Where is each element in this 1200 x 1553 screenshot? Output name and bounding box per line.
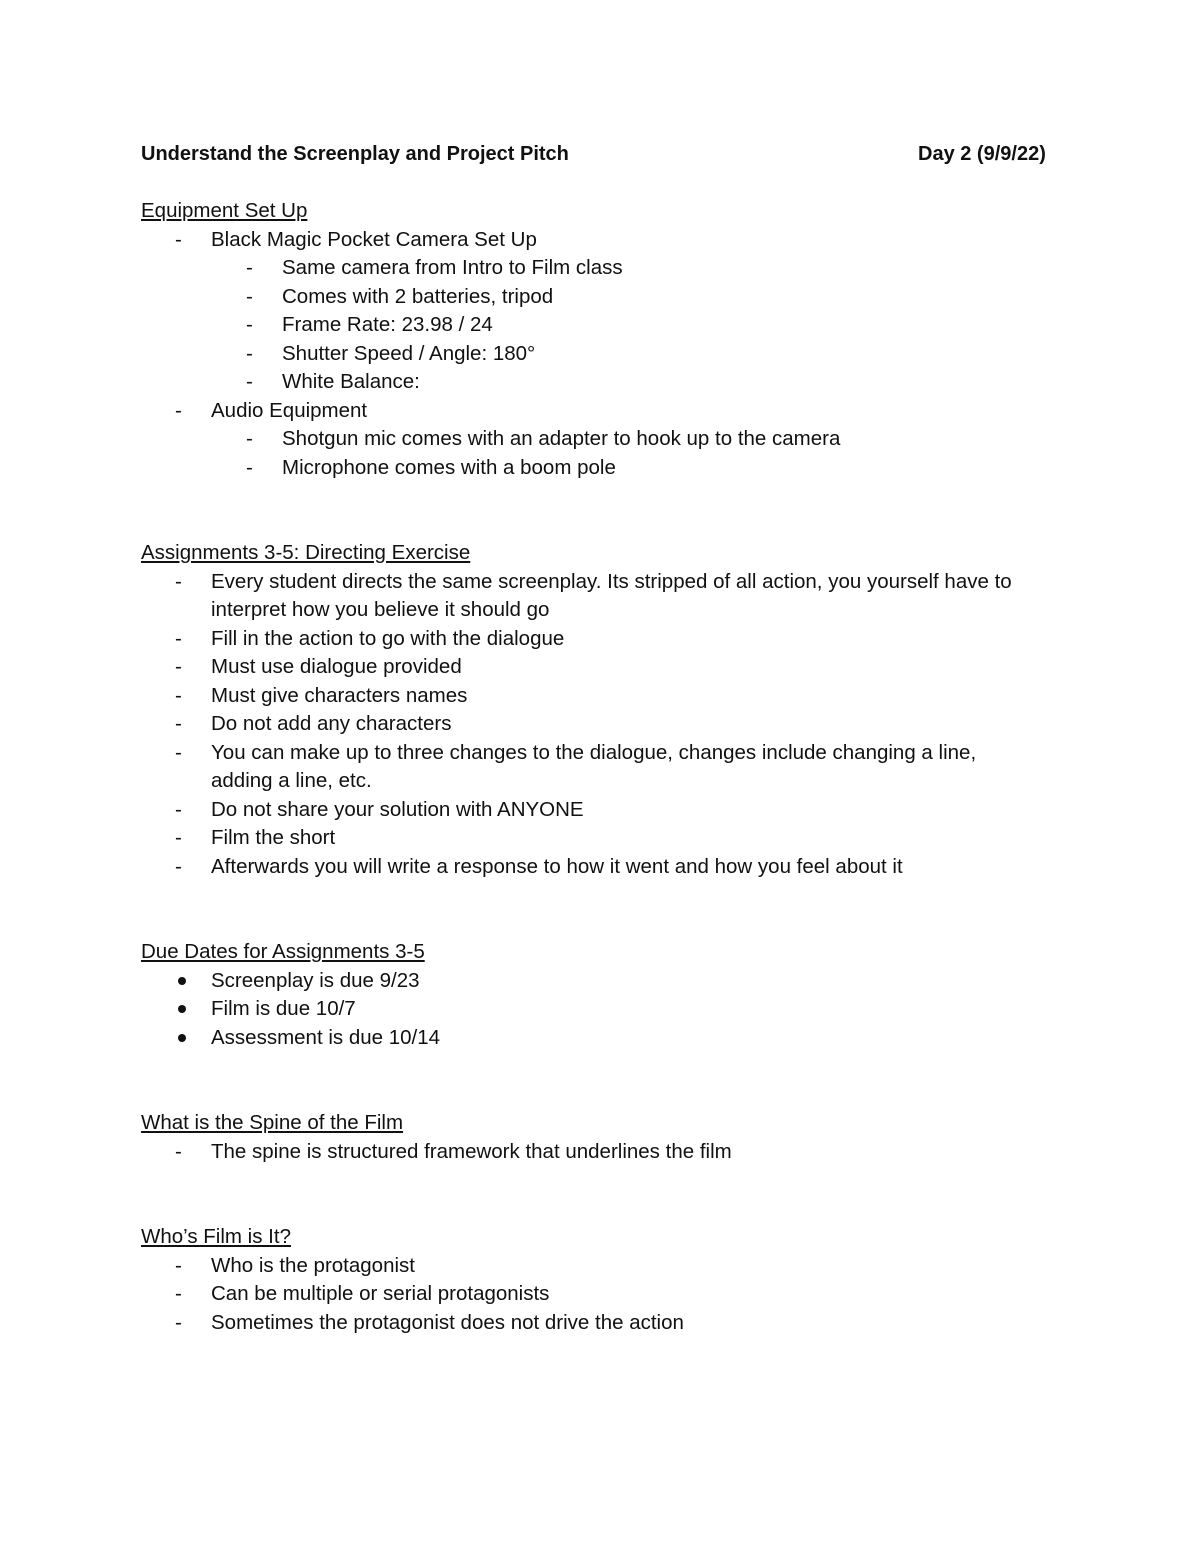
document-title: Understand the Screenplay and Project Pitch (141, 143, 569, 165)
dash-marker: - (175, 655, 182, 678)
list-item: Do not share your solution with ANYONE (211, 798, 584, 821)
dash-marker: - (175, 741, 182, 764)
list-item: Sometimes the protagonist does not drive the action (211, 1311, 684, 1334)
dash-marker: - (246, 256, 253, 279)
sub-list-item: Frame Rate: 23.98 / 24 (282, 313, 493, 336)
list-item: Film is due 10/7 (211, 997, 356, 1020)
list-item: You can make up to three changes to the dialogue, changes include changing a line, (211, 741, 977, 764)
bullet-icon (178, 1034, 186, 1042)
dash-marker: - (246, 370, 253, 393)
dash-marker: - (175, 1282, 182, 1305)
sub-list-item: White Balance: (282, 370, 420, 393)
dash-marker: - (175, 798, 182, 821)
list-item: Who is the protagonist (211, 1254, 415, 1277)
list-item: Do not add any characters (211, 712, 452, 735)
sub-list-item: Comes with 2 batteries, tripod (282, 285, 554, 308)
list-item: Every student directs the same screenplay. Its stripped of all action, you yourself have to (211, 570, 1012, 593)
list-item: Afterwards you will write a response to how it went and how you feel about it (211, 855, 903, 878)
section-heading-due-dates: Due Dates for Assignments 3-5 (141, 940, 425, 963)
dash-marker: - (175, 627, 182, 650)
dash-marker: - (175, 399, 182, 422)
dash-marker: - (246, 456, 253, 479)
dash-marker: - (175, 1254, 182, 1277)
section-heading-spine: What is the Spine of the Film (141, 1111, 404, 1134)
dash-marker: - (246, 427, 253, 450)
list-item: Must give characters names (211, 684, 468, 707)
section-heading-equipment: Equipment Set Up (141, 199, 308, 222)
list-item: Can be multiple or serial protagonists (211, 1282, 550, 1305)
list-item-continuation: interpret how you believe it should go (211, 598, 550, 621)
list-item: Film the short (211, 826, 336, 849)
sub-list-item: Microphone comes with a boom pole (282, 456, 616, 479)
bullet-icon (178, 977, 186, 985)
sub-list-item: Same camera from Intro to Film class (282, 256, 623, 279)
list-item: Audio Equipment (211, 399, 368, 422)
sub-list-item: Shotgun mic comes with an adapter to hook up to the camera (282, 427, 841, 450)
list-item: Assessment is due 10/14 (211, 1026, 441, 1049)
list-item: The spine is structured framework that underlines the film (211, 1140, 732, 1163)
dash-marker: - (175, 570, 182, 593)
document-date: Day 2 (9/9/22) (918, 143, 1046, 165)
dash-marker: - (175, 826, 182, 849)
dash-marker: - (175, 1311, 182, 1334)
list-item: Black Magic Pocket Camera Set Up (211, 228, 537, 251)
list-item: Screenplay is due 9/23 (211, 969, 420, 992)
dash-marker: - (246, 342, 253, 365)
dash-marker: - (175, 228, 182, 251)
list-item: Fill in the action to go with the dialogue (211, 627, 565, 650)
dash-marker: - (175, 855, 182, 878)
list-item: Must use dialogue provided (211, 655, 462, 678)
sub-list-item: Shutter Speed / Angle: 180° (282, 342, 536, 365)
section-heading-whos-film: Who’s Film is It? (141, 1225, 291, 1248)
dash-marker: - (246, 285, 253, 308)
bullet-icon (178, 1005, 186, 1013)
dash-marker: - (175, 1140, 182, 1163)
list-item-continuation: adding a line, etc. (211, 769, 372, 792)
dash-marker: - (175, 712, 182, 735)
dash-marker: - (175, 684, 182, 707)
section-heading-assignments: Assignments 3-5: Directing Exercise (141, 541, 471, 564)
dash-marker: - (246, 313, 253, 336)
